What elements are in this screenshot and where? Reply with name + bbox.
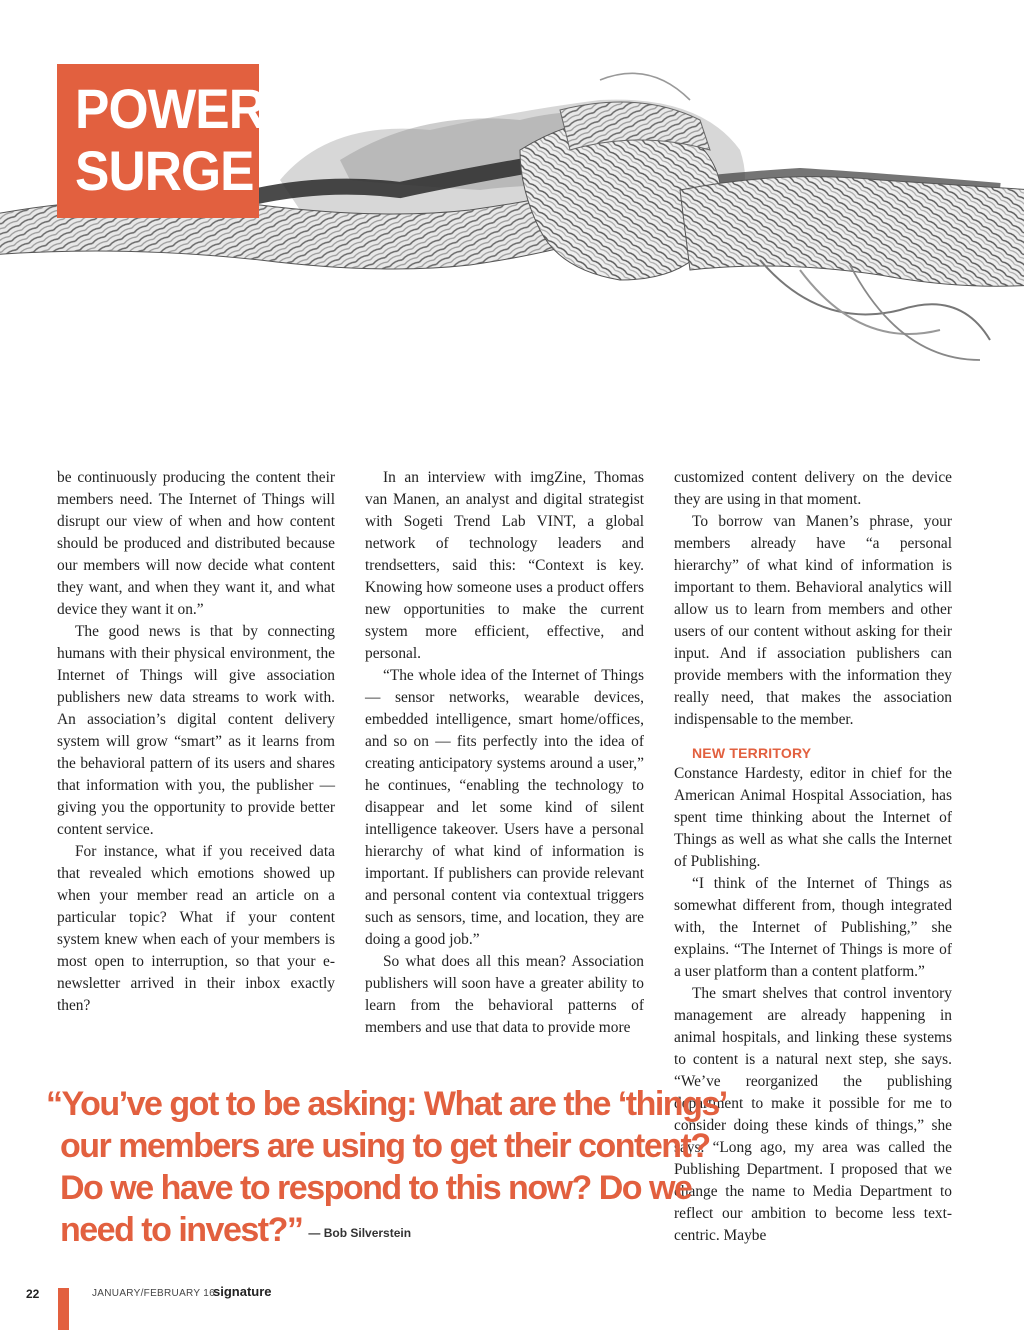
footer-accent-bar <box>58 1288 69 1330</box>
paragraph: For instance, what if you received data that revealed which emotions showed up when your member read an article on a particular topic? What if your content system knew when each of your members is most open to interruption, so that your e-newsletter arrived in their inbox exactly then? <box>57 843 335 1014</box>
paragraph: The good news is that by connecting humans with their physical environment, the Internet of Things will give association publishers new data streams to work with. An association’s digital content delivery system will grow “smart” as it learns from the behavioral pattern of its users and shares that information with you, the publisher — giving you the opportunity to provide better content service. <box>57 623 335 838</box>
pull-quote <box>46 1083 727 1254</box>
article-title-line1: POWER <box>75 77 266 140</box>
paragraph: be continuously producing the content their members need. The Internet of Things will disrupt our view of when and how content should be produced and distributed because our members will now decide what content they want, and when they want it, and what device they want it on.” <box>57 469 335 618</box>
paragraph: To borrow van Manen’s phrase, your members already have “a personal hierarchy” of what kind of information is important to them. Behavioral analytics will allow us to learn from members and other users of our content without asking for their input. And if association publishers can provide members with the information they really need, that makes the association indispensable to the member. <box>674 513 952 728</box>
body-column-2 <box>365 467 644 1039</box>
paragraph: “I think of the Internet of Things as somewhat different from, though integrated with, the Internet of Publishing,” she explains. “The Internet of Things is more of a user platform than a content platform.” <box>674 875 952 980</box>
paragraph: customized content delivery on the device they are using in that moment. <box>674 469 952 508</box>
pull-quote-line: need to invest?” <box>60 1211 303 1249</box>
article-title-box <box>57 64 266 218</box>
footer-issue-date: JANUARY/FEBRUARY 16 <box>92 1288 215 1299</box>
section-subhead: NEW TERRITORY <box>692 745 812 761</box>
paragraph: In an interview with imgZine, Thomas van Manen, an analyst and digital strategist with Sogeti Trend Lab VINT, a global network of technology leaders and trendsetters, said this: “Context is key. Knowing how someone uses a product offers new opportunities to make the current system more efficient, effective, and personal. <box>365 469 644 662</box>
body-column-3 <box>674 467 952 1247</box>
pull-quote-line: “You’ve got to be asking: What are the ‘things’ <box>46 1085 727 1123</box>
paragraph: “The whole idea of the Internet of Things — sensor networks, wearable devices, embedded intelligence, smart home/offices, and so on — fits perfectly into the idea of creating anticipatory systems around a user,” he continues, “enabling the technology to disappear and let some kind of silent intelligence takeover. Users have a personal hierarchy of what kind of information is important. If publishers can provide relevant and personal content via contextual triggers such as sensors, time, and location, they are doing a good job.” <box>365 667 644 948</box>
pull-quote-line: Do we have to respond to this now? Do we <box>60 1169 692 1207</box>
pull-quote-attribution: — Bob Silverstein <box>308 1226 412 1240</box>
article-title-line2: SURGE <box>75 139 254 202</box>
pull-quote-line: our members are using to get their content? <box>60 1127 710 1165</box>
footer-magazine-name: signature <box>213 1284 272 1299</box>
paragraph: The smart shelves that control inventory management are already happening in animal hospitals, and linking these systems to content is a natural next step, she says. “We’ve reorganized the publishing department to make it possible for me to consider doing these kinds of things,” she says. “Long ago, my area was called the Publishing Department. I proposed that we change the name to Media Department to reflect our ambition to become less text-centric. Maybe <box>674 985 952 1244</box>
paragraph: Constance Hardesty, editor in chief for the American Animal Hospital Association, has spent time thinking about the Internet of Things as well as what she calls the Internet of Publishing. <box>674 765 952 870</box>
body-column-1 <box>57 467 335 1017</box>
paragraph: So what does all this mean? Association publishers will soon have a greater ability to learn from the behavioral patterns of members and use that data to provide more <box>365 953 644 1036</box>
page-number: 22 <box>26 1287 40 1301</box>
